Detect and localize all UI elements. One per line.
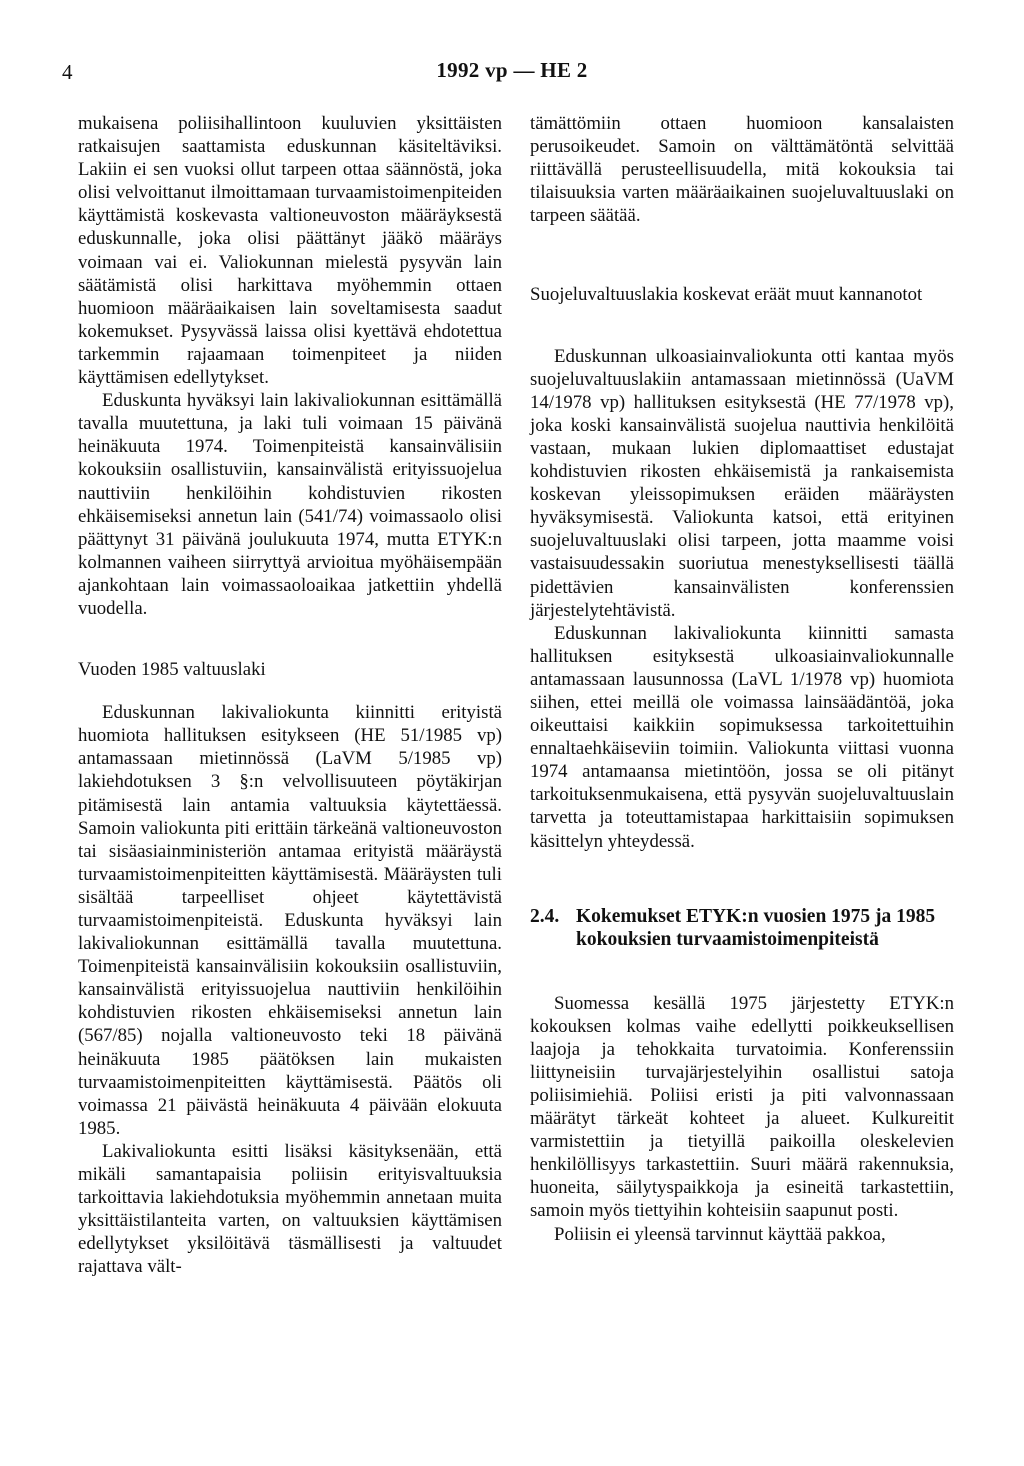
left-paragraph-4: Lakivaliokunta esitti lisäksi käsityksenään, että mikäli samantapaisia poliisin erityisvaltuuksia tarkoittavia lakiehdotuksia myöhemmin annetaan muita yksittäistilanteita varten, on valtuuksien käyttämisen edellytykset yksilöitävä täsmällisesti ja valtuudet rajattava vält- <box>78 1140 502 1278</box>
section-heading-2-4 <box>530 905 954 952</box>
right-column <box>530 112 954 1246</box>
running-header: 1992 vp — HE 2 <box>436 58 588 82</box>
right-paragraph-1: tämättömiin ottaen huomioon kansalaisten perusoikeudet. Samoin on välttämätöntä selvittää riittävällä perusteellisuudella, mitä kokouksia tai tilaisuuksia varten määräaikainen suojeluvaltuuslaki on tarpeen säätää. <box>530 113 954 227</box>
right-paragraph-4: Suomessa kesällä 1975 järjestetty ETYK:n kokouksen kolmas vaihe edellytti poikkeuksellisen laajoja ja tehokkaita turvatoimia. Konferenssiin liittyneisiin turvajärjestelyihin osallistui satoja poliisimiehiä. Poliisi eristi ja piti valvonnassaan määrätyt tärkeät kohteet ja alueet. Kulkureitit varmistettiin ja tietyillä paikoilla oleskelevien henkilöllisyys tarkastettiin. Suuri määrä rakennuksia, huoneita, säilytyspaikkoja ja esineitä tarkastettiin, samoin myös tiettyihin kohteisiin saapunut posti. <box>530 992 954 1222</box>
right-paragraph-3: Eduskunnan lakivaliokunta kiinnitti samasta hallituksen esityksestä ulkoasiainvaliokunnalle antamassaan lausunnossa (LaVL 1/1978 vp) huomiota siihen, ettei meillä ole voimassa lainsäädäntöä, joka oikeuttaisi kaikkiin sopimuksessa tarkoitettuihin ennaltaehkäiseviin toimiin. Valiokunta viittasi vuonna 1974 antamaansa mietintöön, jossa se oli pitänyt tarkoituksenmukaisena, että pysyvän suojeluvaltuuslain tarvetta ja toteuttamistapaa harkittaisiin sopimuksen käsittelyn yhteydessä. <box>530 622 954 852</box>
left-column <box>78 112 502 1279</box>
right-paragraph-5: Poliisin ei yleensä tarvinnut käyttää pakkoa, <box>554 1223 886 1245</box>
subheading-other-positions: Suojeluvaltuuslakia koskevat eräät muut kannanotot <box>530 284 923 306</box>
section-title: Kokemukset ETYK:n vuosien 1975 ja 1985 kokouksien turvaamistoimenpiteistä <box>576 905 936 951</box>
section-number: 2.4. <box>530 905 560 927</box>
right-paragraph-2: Eduskunnan ulkoasiainvaliokunta otti kantaa myös suojeluvaltuuslakiin antamassaan mietinnössä (UaVM 14/1978 vp) hallituksen esityksestä (HE 77/1978 vp), joka koski kansainvälistä suojelua nauttivia henkilöitä vastaan, mukaan lukien diplomaattiset edustajat kohdistuvien rikosten ehkäisemistä ja rankaisemista koskevan yleissopimuksen eräiden määräysten hyväksymisestä. Valiokunta katsoi, että erityinen suojeluvaltuuslaki olisi tarpeen, jotta maamme voisi vastaisuudessakin suoriutua menestyksellisesti täällä pidettävien kansainvälisten konferenssien järjestelytehtävistä. <box>530 345 954 621</box>
page-number: 4 <box>62 60 73 84</box>
left-paragraph-3: Eduskunnan lakivaliokunta kiinnitti erityistä huomiota hallituksen esitykseen (HE 51/1985 vp) antamassaan mietinnössä (LaVM 5/1985 vp) lakiehdotuksen 3 §:n velvollisuuteen pöytäkirjan pitämisestä lain antamia valtuuksia käytettäessä. Samoin valiokunta piti erittäin tärkeänä valtioneuvoston tai sisäasiainministeriön antamaa erityistä määräystä turvaamistoimenpiteitten käyttämisestä. Määräysten tuli sisältää tarpeelliset ohjeet käytettävistä turvaamistoimenpiteistä. Eduskunta hyväksyi lain lakivaliokunnan esittämällä tavalla muutettuna. Toimenpiteistä kansainvälisiin kokouksiin osallistuviin, kansainvälistä erityissuojelua nauttiviin henkilöihin kohdistuvien rikosten ehkäisemiseksi annetun lain (567/85) nojalla valtioneuvosto teki 18 päivänä heinäkuuta 1985 päätöksen lain mukaisten turvaamistoimenpiteitten käyttämisestä. Päätös oli voimassa 21 päivästä heinäkuuta 4 päivään elokuuta 1985. <box>78 702 502 1139</box>
subheading-1985-law: Vuoden 1985 valtuuslaki <box>78 659 266 681</box>
left-paragraph-2: Eduskunta hyväksyi lain lakivaliokunnan esittämällä tavalla muutettuna, ja laki tuli voimaan 15 päivänä heinäkuuta 1974. Toimenpiteistä kansainvälisiin kokouksiin osallistuviin, kansainvälistä erityissuojelua nauttiviin henkilöihin kohdistuvien rikosten ehkäisemiseksi annetun lain (541/74) voimassaolo olisi päättynyt 31 päivänä joulukuuta 1974, mutta ETYK:n kolmannen vaiheen siirryttyä arvioitua myöhäisempään ajankohtaan lain voimassaoloaikaa jatkettiin yhdellä vuodella. <box>78 390 502 619</box>
left-paragraph-1: mukaisena poliisihallintoon kuuluvien yksittäisten ratkaisujen saattamista eduskunnan käsiteltäviksi. Lakiin ei sen vuoksi ollut tarpeen ottaa säännöstä, joka olisi velvoittanut ilmoittamaan turvaamistoimenpiteiden käyttämistä koskevasta valtioneuvoston määräyksestä eduskunnalle, joka olisi päättänyt jääkö määräys voimaan vai ei. Valiokunnan mielestä pysyvän lain säätämistä olisi harkittava myöhemmin ottaen huomioon määräaikaisen lain soveltamisesta saadut kokemukset. Pysyvässä laissa olisi kyettävä ehdotettua tarkemmin rajaamaan toimenpiteet ja niiden käyttämisen edellytykset. <box>78 113 502 389</box>
